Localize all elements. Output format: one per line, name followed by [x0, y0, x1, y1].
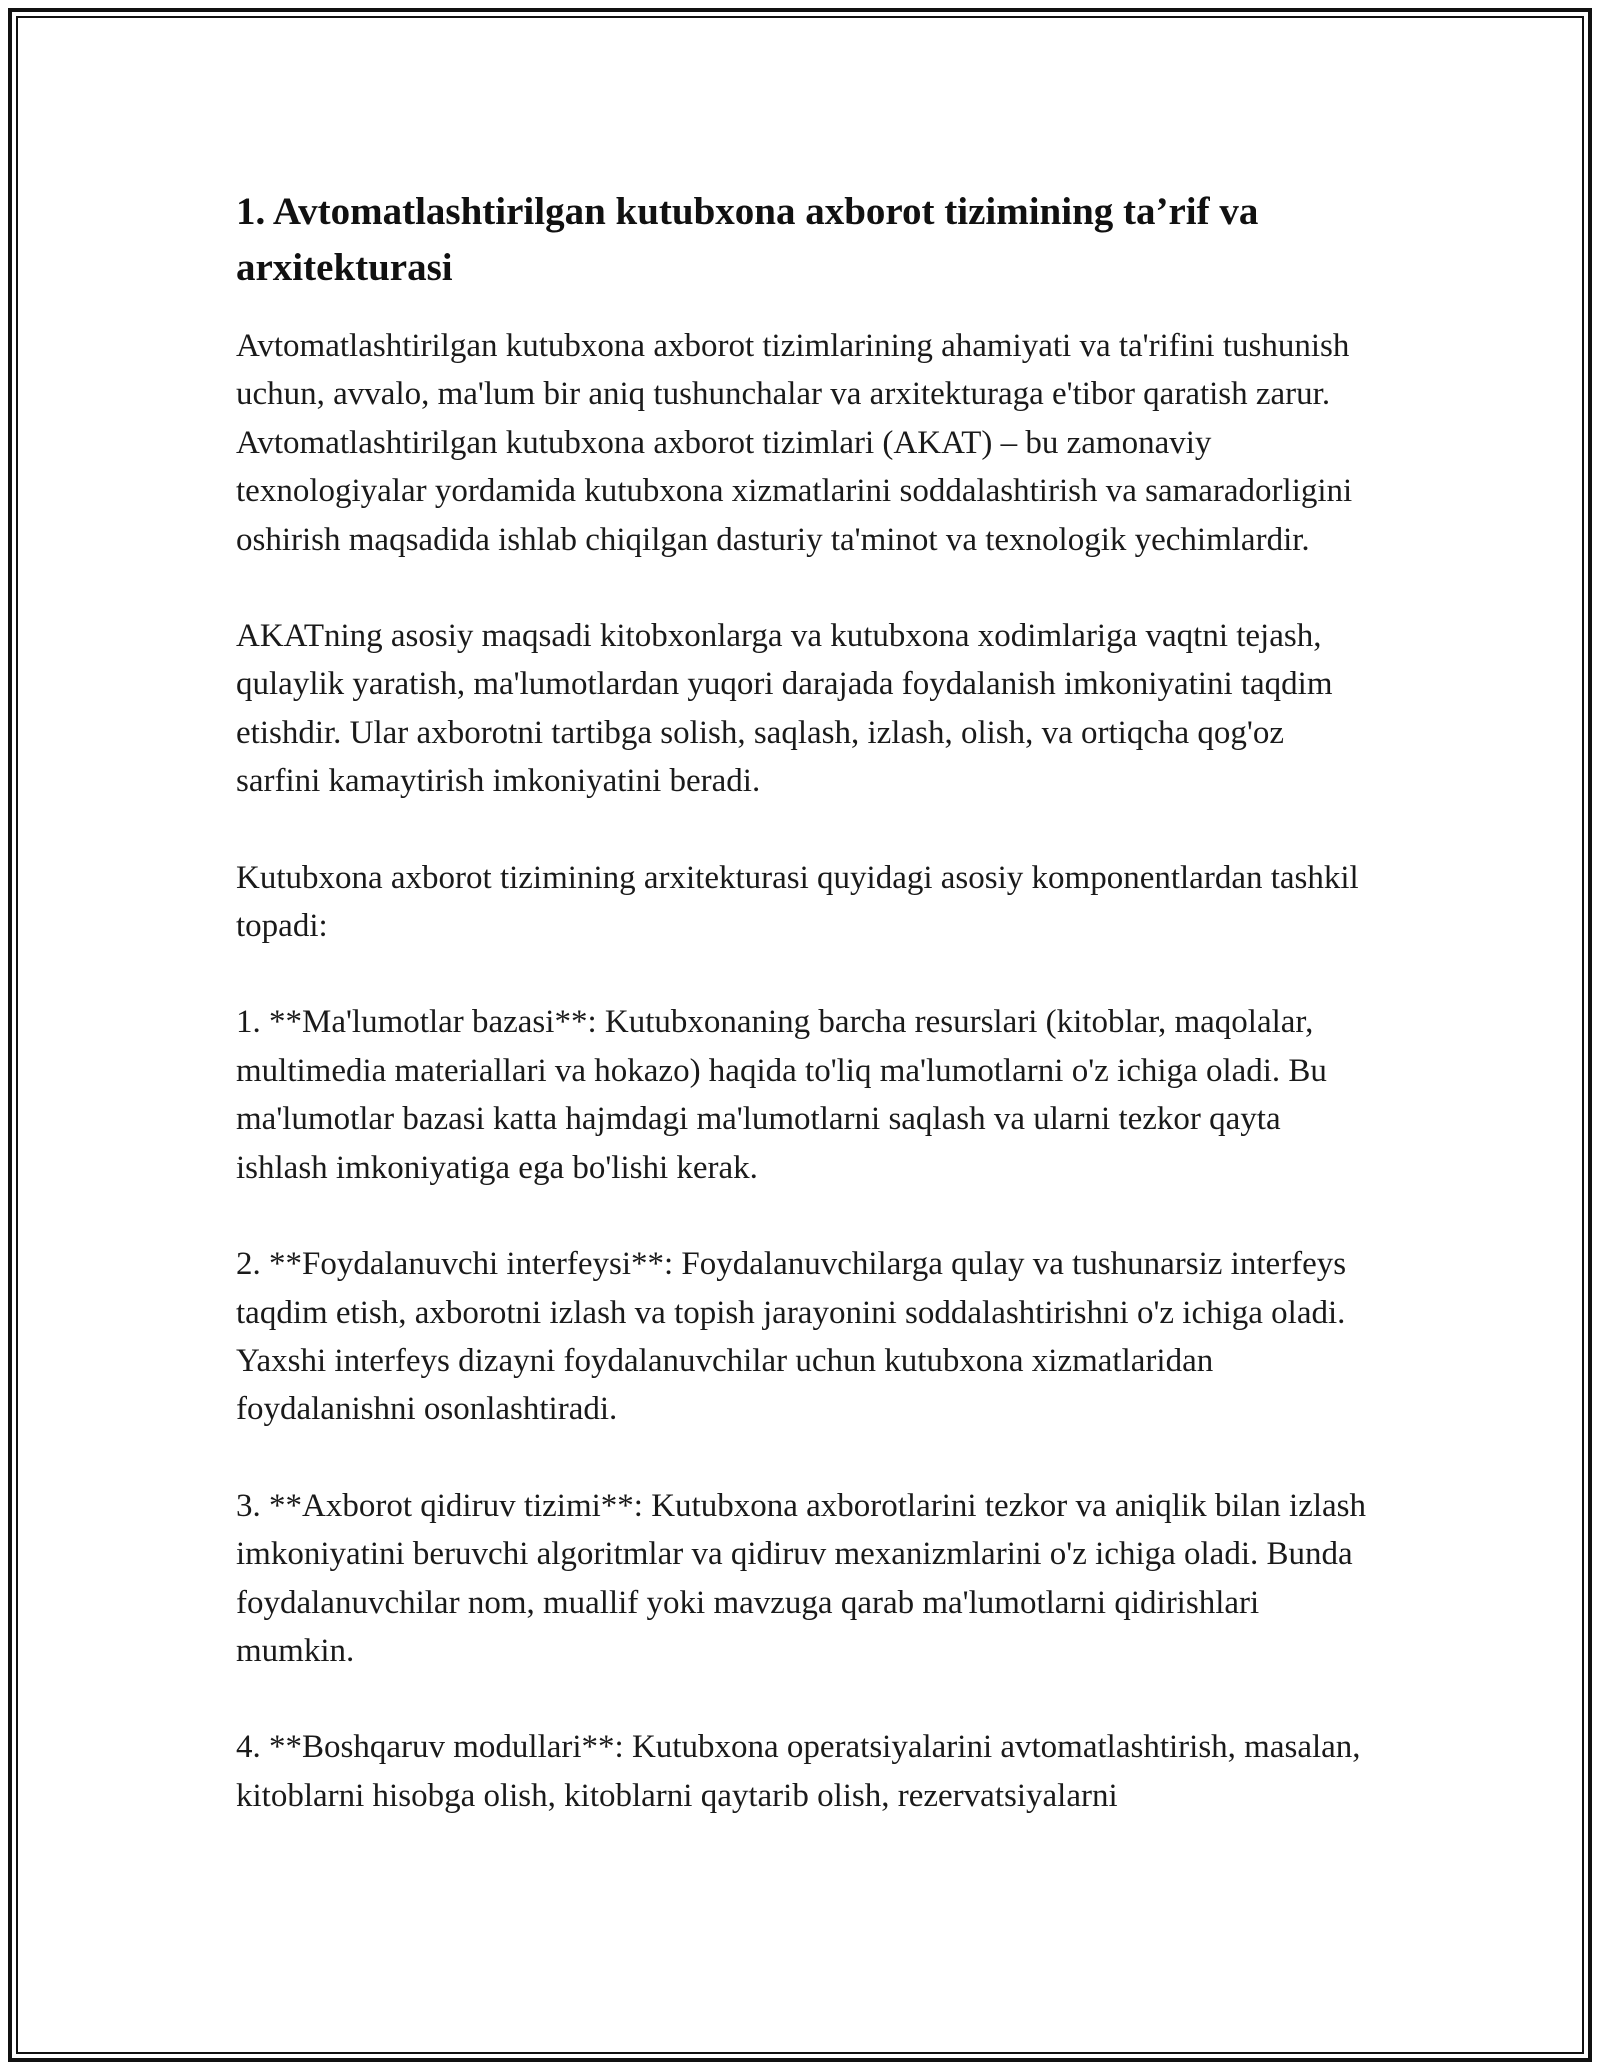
paragraph-intro: Avtomatlashtirilgan kutubxona axborot tizimlarining ahamiyati va ta'rifini tushunish uchun, avvalo, ma'lum bir aniq tushunchalar va arxitekturaga e'tibor qaratish zarur. Avtomatlashtirilgan kutubxona axborot tizimlari (AKAT) – bu zamonaviy texnologiyalar yordamida kutubxona xizmatlarini soddalashtirish va samaradorligini oshirish maqsadida ishlab chiqilgan dasturiy ta'minot va texnologik yechimlardir.	[236, 328, 1353, 558]
list-item-database: 1. **Ma'lumotlar bazasi**: Kutubxonaning barcha resurslari (kitoblar, maqolalar, multimedia materiallari va hokazo) haqida to'liq ma'lumotlarni o'z ichiga oladi. Bu ma'lumotlar bazasi katta hajmdagi ma'lumotlarni saqlash va ularni tezkor qayta ishlash imkoniyatiga ega bo'lishi kerak.	[236, 1004, 1327, 1186]
paragraph-architecture-intro: Kutubxona axborot tizimining arxitekturasi quyidagi asosiy komponentlardan tashkil topadi:	[236, 859, 1359, 945]
list-item-search-system: 3. **Axborot qidiruv tizimi**: Kutubxona axborotlarini tezkor va aniqlik bilan izlash imkoniyatini beruvchi algoritmlar va qidiruv mexanizmlarini o'z ichiga oladi. Bunda foydalanuvchilar nom, muallif yoki mavzuga qarab ma'lumotlarni qidirishlari mumkin.	[236, 1487, 1367, 1669]
document-body	[236, 184, 1370, 1820]
list-item-management-modules: 4. **Boshqaruv modullari**: Kutubxona operatsiyalarini avtomatlashtirish, masalan, kitoblarni hisobga olish, kitoblarni qaytarib olish, rezervatsiyalarni	[236, 1729, 1361, 1814]
section-heading: 1. Avtomatlashtirilgan kutubxona axborot tizimining ta’rif va arxitekturasi	[236, 190, 1259, 289]
list-item-user-interface: 2. **Foydalanuvchi interfeysi**: Foydalanuvchilarga qulay va tushunarsiz interfeys taqdim etish, axborotni izlash va topish jarayonini soddalashtirishni o'z ichiga oladi. Yaxshi interfeys dizayni foydalanuvchilar uchun kutubxona xizmatlaridan foydalanishni osonlashtiradi.	[236, 1246, 1347, 1428]
paragraph-purpose: AKATning asosiy maqsadi kitobxonlarga va kutubxona xodimlariga vaqtni tejash, qulaylik yaratish, ma'lumotlardan yuqori darajada foydalanish imkoniyatini taqdim etishdir. Ular axborotni tartibga solish, saqlash, izlash, olish, va ortiqcha qog'oz sarfini kamaytirish imkoniyatini beradi.	[236, 618, 1333, 800]
